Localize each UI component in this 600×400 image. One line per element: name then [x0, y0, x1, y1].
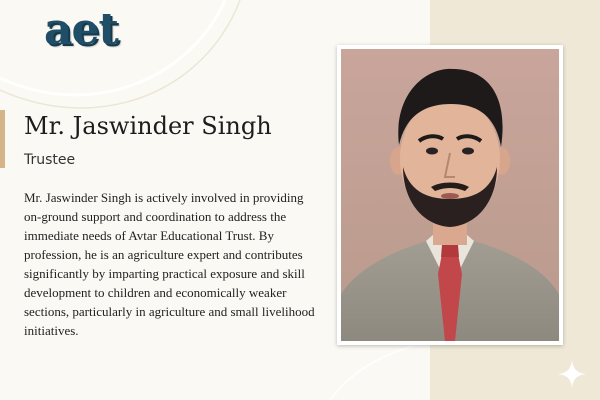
- person-role: Trustee: [24, 152, 76, 168]
- sparkle-icon: [558, 360, 586, 388]
- photo-frame: [337, 45, 563, 345]
- accent-bar: [0, 110, 5, 168]
- aet-logo: aet: [44, 4, 118, 55]
- person-name: Mr. Jaswinder Singh: [24, 112, 272, 140]
- portrait-illustration: [341, 49, 559, 341]
- person-bio: Mr. Jaswinder Singh is actively involved in providing on-ground support and coordination to address the immediate needs of Avtar Educational Trust. By profession, he is an agriculture expert and contributes significantly by imparting practical exposure and skill development to children and economically weaker sections, particularly in agriculture and small livelihood initiatives.: [24, 190, 315, 338]
- portrait-photo: [341, 49, 559, 341]
